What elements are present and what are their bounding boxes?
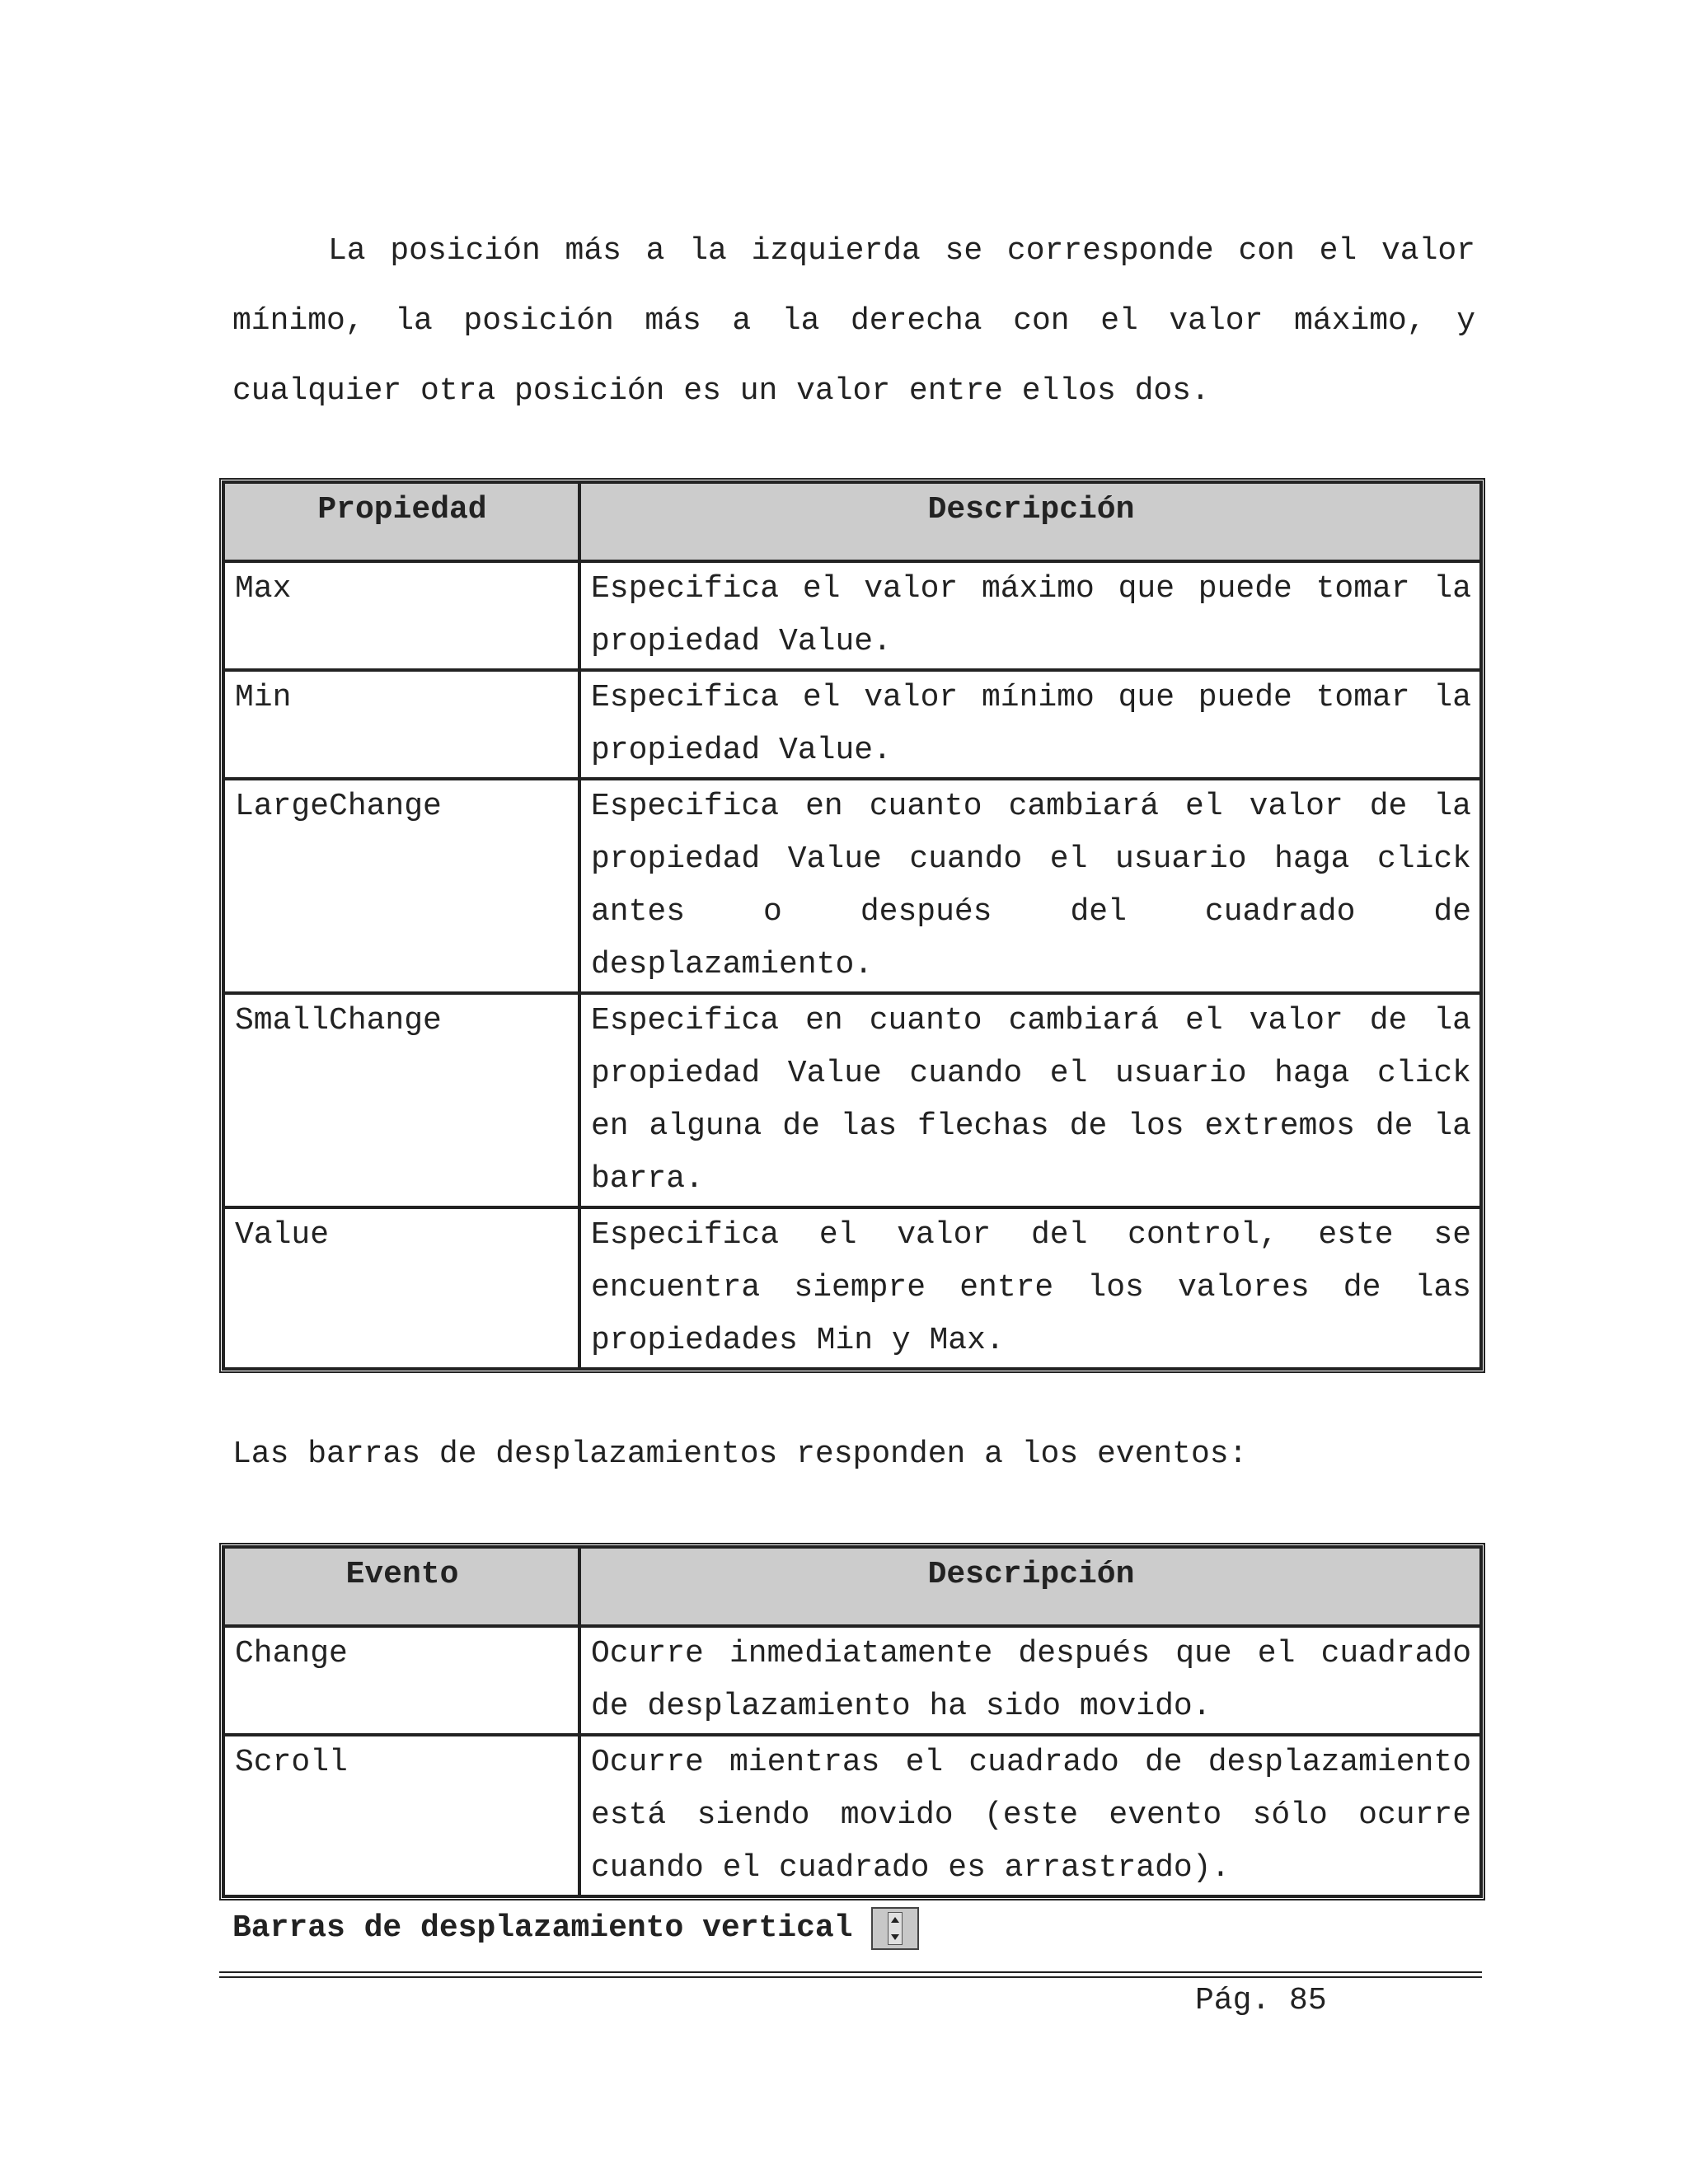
column-header-event: Evento [223,1547,579,1626]
event-description: Ocurre mientras el cuadrado de desplazamiento está siendo movido (este evento sólo ocurre cuando el cuadrado es arrastrado). [579,1735,1481,1896]
property-name: Min [223,670,579,779]
property-description: Especifica el valor del control, este se encuentra siempre entre los valores de las propiedades Min y Max. [579,1207,1481,1369]
arrow-down-icon [891,1934,899,1940]
column-header-description: Descripción [579,1547,1481,1626]
properties-table [219,478,1485,1373]
property-name: Value [223,1207,579,1369]
table-row [223,670,1481,779]
column-header-property: Propiedad [223,482,579,561]
property-description: Especifica el valor máximo que puede tomar la propiedad Value. [579,561,1481,670]
table-row [223,1207,1481,1369]
table-row [223,779,1481,993]
section-heading [232,1904,919,1953]
property-name: LargeChange [223,779,579,993]
property-description: Especifica en cuanto cambiará el valor de la propiedad Value cuando el usuario haga click en alguna de las flechas de los extremos de la barra. [579,993,1481,1207]
table-header-row [223,1547,1481,1626]
table-row [223,1626,1481,1735]
table-row [223,993,1481,1207]
table-row [223,1735,1481,1896]
arrow-up-icon [891,1917,899,1923]
property-name: SmallChange [223,993,579,1207]
property-description: Especifica en cuanto cambiará el valor de la propiedad Value cuando el usuario haga click antes o después del cuadrado de desplazamiento. [579,779,1481,993]
event-description: Ocurre inmediatamente después que el cuadrado de desplazamiento ha sido movido. [579,1626,1481,1735]
section-heading-text: Barras de desplazamiento vertical [232,1910,853,1946]
page-number: Pág. 85 [1195,1983,1327,2018]
events-intro-paragraph: Las barras de desplazamientos responden a los eventos: [232,1436,1248,1472]
scrollbar-track-icon [888,1912,903,1945]
event-name: Change [223,1626,579,1735]
property-name: Max [223,561,579,670]
table-row [223,561,1481,670]
property-description: Especifica el valor mínimo que puede tomar la propiedad Value. [579,670,1481,779]
events-table [219,1543,1485,1900]
intro-paragraph: La posición más a la izquierda se corresponde con el valor mínimo, la posición más a la derecha con el valor máximo, y cualquier otra posición es un valor entre ellos dos. [232,233,1475,409]
vertical-scrollbar-icon [871,1907,919,1950]
column-header-description: Descripción [579,482,1481,561]
table-header-row [223,482,1481,561]
event-name: Scroll [223,1735,579,1896]
